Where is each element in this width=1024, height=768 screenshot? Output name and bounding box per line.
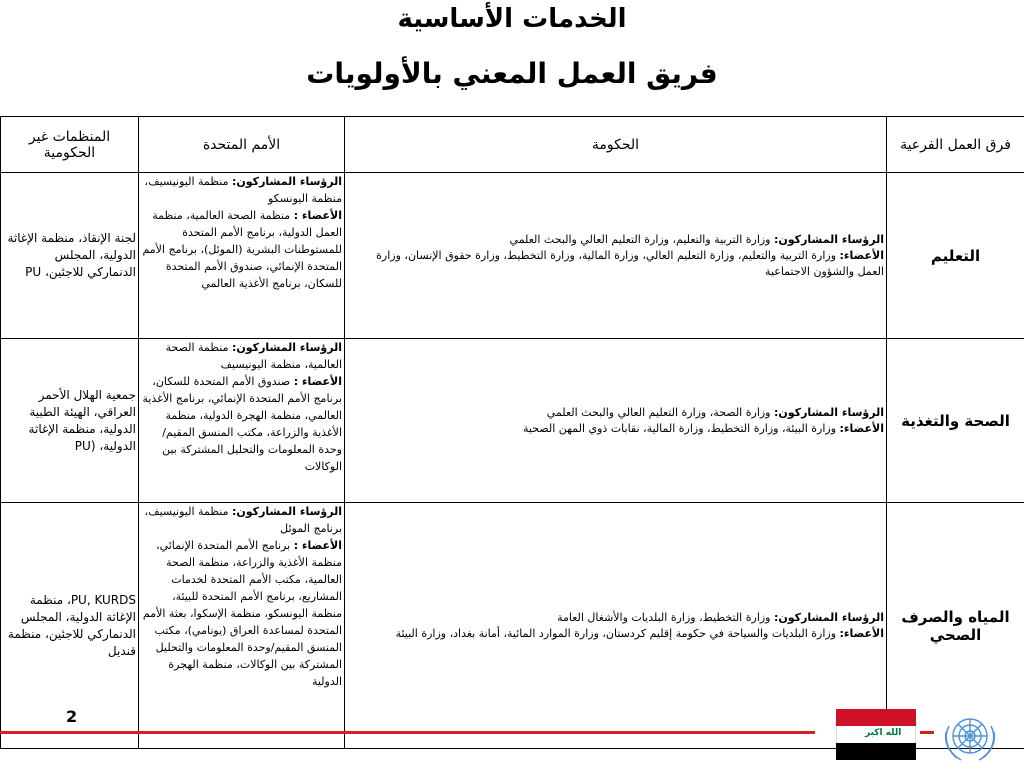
page-subtitle: فريق العمل المعني بالأولويات bbox=[306, 57, 718, 90]
chairs-label: الرؤساء المشاركون: bbox=[232, 505, 342, 518]
table-row bbox=[1, 173, 1024, 339]
members-label: الأعضاء : bbox=[293, 209, 342, 222]
un-members: برنامج الأمم المتحدة الإنمائي، منظمة الأغذية والزراعة، منظمة الصحة العالمية، مكتب الأمم المتحدة لخدمات المشاريع، برنامج الأمم المتحدة للبيئة، منظمة اليونسكو، منظمة الإسكوا، بعثة الأمم المتحدة لمساعدة العراق (يونامي)، مكتب المنسق المقيم/وحدة المعلومات والتحليل المشتركة بين الوكالات، منظمة الهجرة الدولية bbox=[142, 539, 342, 688]
gov-chairs: وزارة التربية والتعليم، وزارة التعليم العالي والبحث العلمي bbox=[509, 232, 771, 246]
table-header-row bbox=[1, 117, 1024, 173]
gov-members: وزارة البلديات والسياحة في حكومة إقليم كردستان، وزارة الموارد المائية، أمانة بغداد، وزارة البيئة bbox=[395, 626, 837, 640]
members-label: الأعضاء: bbox=[839, 421, 884, 435]
chairs-label: الرؤساء المشاركون: bbox=[232, 341, 342, 354]
un-members: منظمة الصحة العالمية، منظمة العمل الدولية، برنامج الأمم المتحدة للمستوطنات البشرية (الموئل)، برنامج الأمم المتحدة الإنمائي، صندوق الأمم المتحدة للسكان، برنامج الأغذية العالمي bbox=[142, 209, 342, 290]
gov-members: وزارة البيئة، وزارة التخطيط، وزارة المالية، نقابات ذوي المهن الصحية bbox=[523, 421, 837, 435]
table-row bbox=[1, 339, 1024, 503]
page-number: 2 bbox=[66, 707, 78, 726]
gov-members: وزارة التربية والتعليم، وزارة التعليم العالي، وزارة المالية، وزارة التخطيط، وزارة حقوق الإنسان، وزارة العمل والشؤون الاجتماعية bbox=[376, 248, 884, 278]
members-label: الأعضاء : bbox=[293, 539, 342, 552]
government-cell bbox=[345, 503, 887, 749]
header-un: الأمم المتحدة bbox=[139, 117, 345, 173]
government-cell bbox=[345, 173, 887, 339]
working-groups-table bbox=[0, 116, 1024, 749]
members-label: الأعضاء: bbox=[839, 248, 884, 262]
footer-divider-right bbox=[920, 731, 934, 734]
subgroup-cell: التعليم bbox=[887, 173, 1024, 339]
un-cell bbox=[139, 339, 345, 503]
members-label: الأعضاء: bbox=[839, 626, 884, 640]
un-chairs: منظمة اليونيسيف، برنامج الموئل bbox=[144, 505, 342, 535]
un-cell bbox=[139, 503, 345, 749]
ngo-cell: لجنة الإنقاذ، منظمة الإغاثة الدولية، المجلس الدنماركي للاجئين، PU bbox=[1, 173, 139, 339]
subgroup-cell: الصحة والتغذية bbox=[887, 339, 1024, 503]
members-label: الأعضاء : bbox=[293, 375, 342, 388]
un-chairs: منظمة اليونيسيف، منظمة اليونسكو bbox=[144, 175, 342, 205]
chairs-label: الرؤساء المشاركون: bbox=[774, 610, 884, 624]
chairs-label: الرؤساء المشاركون: bbox=[774, 232, 884, 246]
footer-divider bbox=[0, 731, 815, 734]
page-title: الخدمات الأساسية bbox=[397, 4, 627, 34]
header-government: الحكومة bbox=[345, 117, 887, 173]
un-emblem-icon bbox=[935, 708, 1005, 768]
un-members: صندوق الأمم المتحدة للسكان، برنامج الأمم المتحدة الإنمائي، برنامج الأغذية العالمي، منظمة الهجرة الدولية، منظمة الأغذية والزراعة، مكتب المنسق المقيم/وحدة المعلومات والتحليل المشتركة بين الوكالات bbox=[142, 375, 342, 473]
flag-text: الله اكبر bbox=[865, 728, 902, 738]
chairs-label: الرؤساء المشاركون: bbox=[232, 175, 342, 188]
un-chairs: منظمة الصحة العالمية، منظمة اليونيسيف bbox=[165, 341, 342, 371]
header-ngo: المنظمات غير الحكومية bbox=[1, 117, 139, 173]
ngo-cell: PU, KURDS، منظمة الإغاثة الدولية، المجلس الدنماركي للاجئين، منظمة قنديل bbox=[1, 503, 139, 749]
chairs-label: الرؤساء المشاركون: bbox=[774, 405, 884, 419]
header-subgroup: فرق العمل الفرعية bbox=[887, 117, 1024, 173]
un-cell bbox=[139, 173, 345, 339]
gov-chairs: وزارة الصحة، وزارة التعليم العالي والبحث العلمي bbox=[546, 405, 771, 419]
gov-chairs: وزارة التخطيط، وزارة البلديات والأشغال العامة bbox=[557, 610, 771, 624]
subgroup-cell: المياه والصرف الصحي bbox=[887, 503, 1024, 749]
government-cell bbox=[345, 339, 887, 503]
ngo-cell: جمعية الهلال الأحمر العراقي، الهيئة الطبية الدولية، منظمة الإغاثة الدولية، (PU bbox=[1, 339, 139, 503]
iraq-flag-icon bbox=[836, 709, 916, 760]
